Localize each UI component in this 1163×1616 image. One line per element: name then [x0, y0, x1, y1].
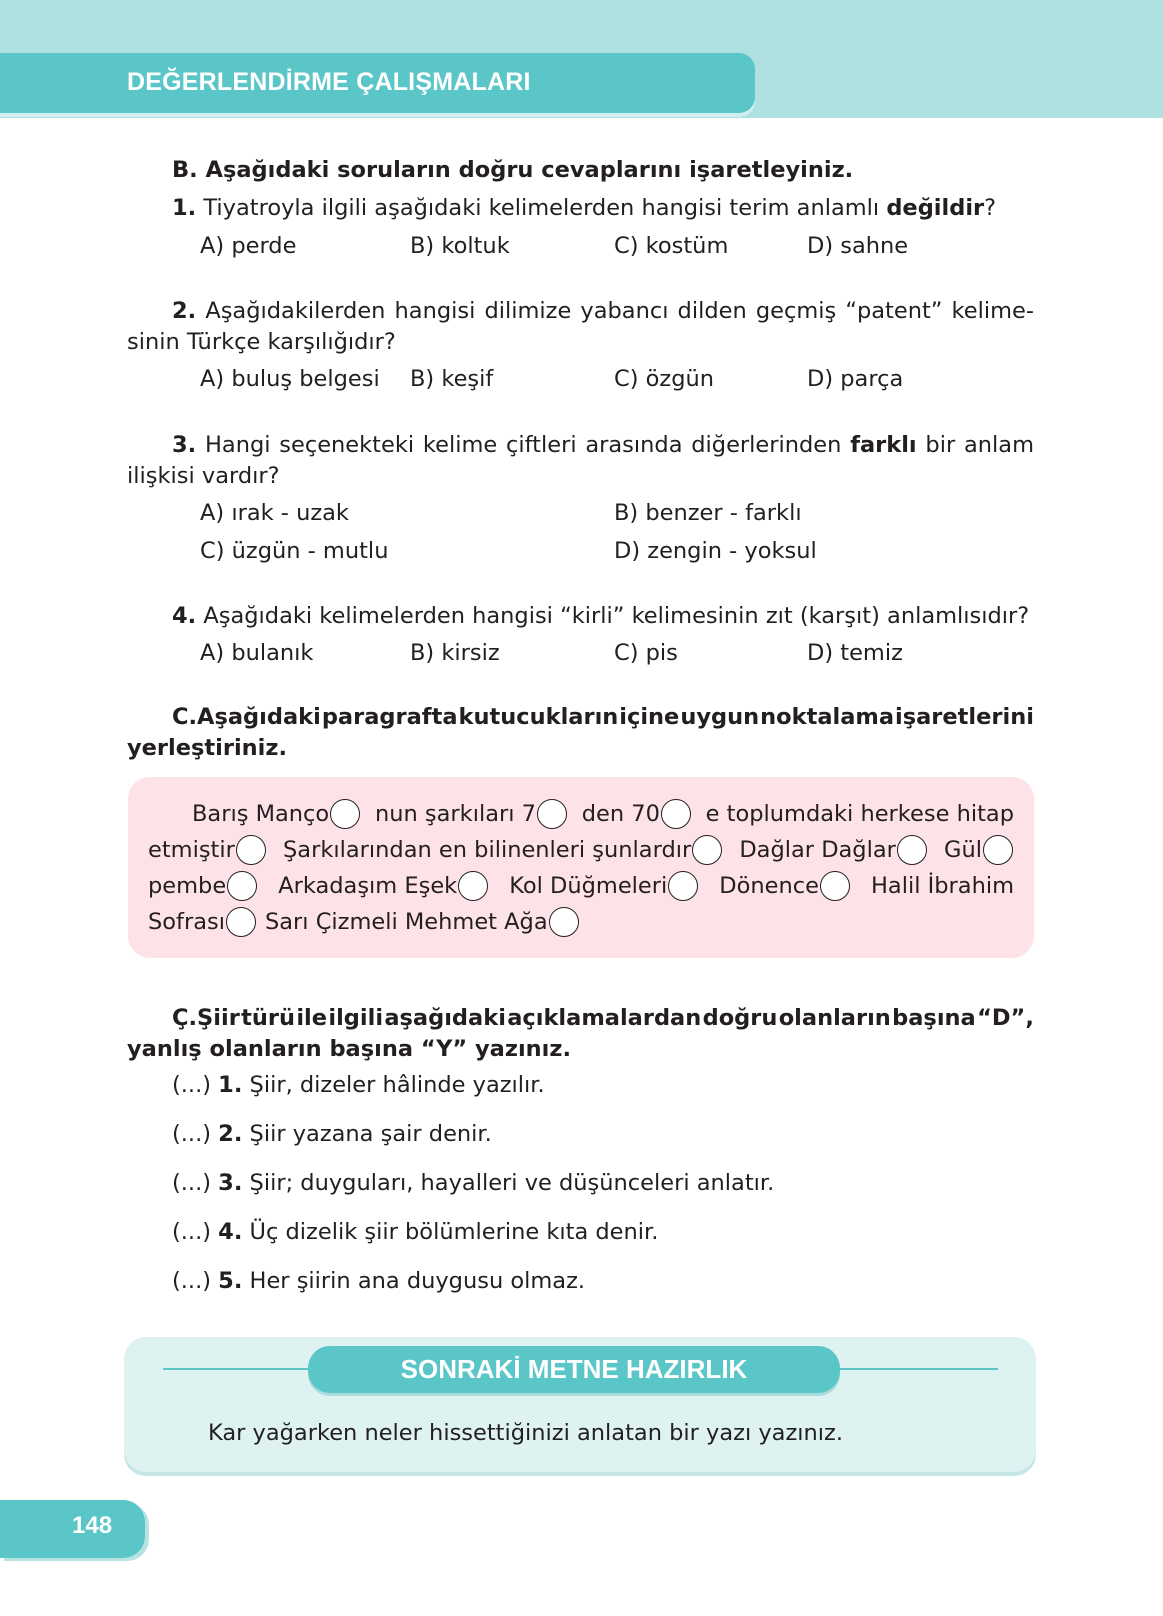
heading-word: içine — [619, 704, 680, 730]
paragraph-segment — [719, 869, 851, 903]
answer-blank[interactable]: (...) — [172, 1121, 212, 1147]
true-false-item — [172, 1217, 658, 1247]
heading-word: ilgili — [328, 1005, 384, 1031]
punctuation-blank[interactable] — [330, 799, 360, 829]
heading-word: açıklamalardan — [507, 1005, 702, 1031]
section-cc-heading-line2: yanlış olanların başına “Y” yazınız. — [127, 1036, 572, 1062]
question-3-line1 — [172, 430, 1034, 460]
punctuation-blank[interactable] — [236, 835, 266, 865]
divider-right — [840, 1368, 998, 1370]
heading-word: işaretlerini — [895, 704, 1034, 730]
paragraph-segment — [283, 833, 723, 867]
question-1 — [172, 193, 996, 223]
punctuation-blank[interactable] — [897, 835, 927, 865]
heading-word: türü — [241, 1005, 296, 1031]
punctuation-blank[interactable] — [692, 835, 722, 865]
punctuation-blank[interactable] — [820, 871, 850, 901]
q1-option-a[interactable]: A) perde — [200, 233, 297, 259]
answer-blank[interactable]: (...) — [172, 1219, 212, 1245]
q3-option-d[interactable]: D) zengin - yoksul — [614, 538, 817, 564]
paragraph-segment — [148, 905, 257, 939]
answer-blank[interactable]: (...) — [172, 1268, 212, 1294]
paragraph-segment — [706, 797, 1014, 831]
heading-word: Ç.Şiir — [172, 1005, 240, 1031]
true-false-item — [172, 1266, 585, 1296]
section-cc-heading-line1 — [172, 1003, 1034, 1033]
punctuation-blank[interactable] — [537, 799, 567, 829]
q4-option-a[interactable]: A) bulanık — [200, 640, 314, 666]
q1-option-b[interactable]: B) koltuk — [410, 233, 510, 259]
paragraph-segment — [278, 869, 489, 903]
punctuation-blank[interactable] — [458, 871, 488, 901]
paragraph-line-4 — [148, 905, 1014, 939]
question-3-number: 3. — [172, 432, 197, 458]
paragraph-text: Şarkılarından en bilinenleri şunlardır — [283, 837, 692, 863]
heading-word: ile — [296, 1005, 328, 1031]
q3-option-a[interactable]: A) ırak - uzak — [200, 500, 349, 526]
heading-word: paragrafta — [321, 704, 458, 730]
q4-option-c[interactable]: C) pis — [614, 640, 678, 666]
q3-option-b[interactable]: B) benzer - farklı — [614, 500, 802, 526]
q4-option-d[interactable]: D) temiz — [807, 640, 903, 666]
paragraph-line-3 — [148, 869, 1014, 903]
answer-blank[interactable]: (...) — [172, 1170, 212, 1196]
true-false-item — [172, 1168, 774, 1198]
section-b-heading: B. Aşağıdaki soruların doğru cevaplarını işaretleyiniz. — [172, 157, 854, 183]
question-1-text: Tiyatroyla ilgili aşağıdaki kelimelerden hangisi terim anlamlı — [203, 195, 887, 221]
paragraph-text: Halil İbrahim — [871, 873, 1014, 899]
q4-option-b[interactable]: B) kirsiz — [410, 640, 500, 666]
item-text: Her şiirin ana duygusu olmaz. — [249, 1268, 586, 1294]
punctuation-blank[interactable] — [983, 835, 1013, 865]
punctuation-blank[interactable] — [668, 871, 698, 901]
heading-word: C.Aşağıdaki — [172, 704, 321, 730]
paragraph-text: Sofrası — [148, 909, 225, 935]
paragraph-segment — [509, 869, 699, 903]
q2-option-c[interactable]: C) özgün — [614, 366, 715, 392]
heading-word: doğru — [702, 1005, 778, 1031]
true-false-item — [172, 1070, 545, 1100]
paragraph-line-2 — [148, 833, 1014, 867]
paragraph-text: Dağlar Dağlar — [739, 837, 896, 863]
paragraph-segment — [582, 797, 692, 831]
punctuation-blank[interactable] — [549, 907, 579, 937]
item-number: 3. — [218, 1170, 243, 1196]
divider-left — [163, 1368, 308, 1370]
next-text-prompt: Kar yağarken neler hissettiğinizi anlatan bir yazı yazınız. — [208, 1420, 844, 1446]
punctuation-blank[interactable] — [227, 871, 257, 901]
paragraph-text: nun şarkıları 7 — [374, 801, 536, 827]
q1-option-d[interactable]: D) sahne — [807, 233, 909, 259]
q1-option-c[interactable]: C) kostüm — [614, 233, 729, 259]
item-text: Şiir; duyguları, hayalleri ve düşünceleri anlatır. — [249, 1170, 775, 1196]
item-number: 2. — [218, 1121, 243, 1147]
paragraph-text: pembe — [148, 873, 227, 899]
question-3-text: Hangi seçenekteki kelime çiftleri arasında diğerlerinden — [204, 432, 851, 458]
q2-option-d[interactable]: D) parça — [807, 366, 904, 392]
answer-blank[interactable]: (...) — [172, 1072, 212, 1098]
section-c-heading-line1 — [172, 702, 1034, 732]
next-text-title: SONRAKİ METNE HAZIRLIK — [400, 1354, 748, 1384]
paragraph-text: Arkadaşım Eşek — [278, 873, 458, 899]
question-1-number: 1. — [172, 195, 197, 221]
paragraph-text: Dönence — [719, 873, 819, 899]
item-number: 4. — [218, 1219, 243, 1245]
heading-word: olanların — [778, 1005, 891, 1031]
paragraph-line-1 — [192, 797, 1014, 831]
paragraph-text: Sarı Çizmeli Mehmet Ağa — [264, 909, 548, 935]
item-number: 1. — [218, 1072, 243, 1098]
question-1-emphasis: değildir — [886, 195, 985, 221]
paragraph-segment — [192, 797, 361, 831]
page-number: 148 — [72, 1512, 113, 1539]
paragraph-text: Kol Düğmeleri — [509, 873, 668, 899]
paragraph-segment — [871, 869, 1014, 903]
heading-word: kutucukların — [458, 704, 619, 730]
paragraph-text: etmiştir — [148, 837, 235, 863]
paragraph-segment — [148, 869, 258, 903]
question-4-text: Aşağıdaki kelimelerden hangisi “kirli” kelimesinin zıt (karşıt) anlamlısıdır? — [203, 603, 1030, 629]
punctuation-blank[interactable] — [226, 907, 256, 937]
paragraph-segment — [375, 797, 568, 831]
question-2-line1 — [172, 296, 1034, 326]
true-false-item — [172, 1119, 492, 1149]
paragraph-segment — [944, 833, 1014, 867]
question-3-text-end: bir anlam — [916, 432, 1034, 458]
item-number: 5. — [218, 1268, 243, 1294]
question-4-number: 4. — [172, 603, 197, 629]
question-4 — [172, 601, 1029, 631]
heading-word: aşağıdaki — [384, 1005, 506, 1031]
q2-option-b[interactable]: B) keşif — [410, 366, 494, 392]
item-text: Şiir, dizeler hâlinde yazılır. — [249, 1072, 545, 1098]
question-2-text: Aşağıdakilerden hangisi dilimize yabancı dilden geçmiş “patent” kelime- — [205, 298, 1034, 324]
paragraph-segment — [739, 833, 928, 867]
paragraph-text: Gül — [944, 837, 982, 863]
page-title: DEĞERLENDİRME ÇALIŞMALARI — [127, 68, 531, 96]
question-3-emphasis: farklı — [850, 432, 917, 458]
item-text: Üç dizelik şiir bölümlerine kıta denir. — [249, 1219, 659, 1245]
question-1-mark: ? — [984, 195, 997, 221]
paragraph-segment — [148, 833, 267, 867]
item-text: Şiir yazana şair denir. — [249, 1121, 492, 1147]
q3-option-c[interactable]: C) üzgün - mutlu — [200, 538, 389, 564]
question-2-number: 2. — [172, 298, 197, 324]
heading-word: noktalama — [760, 704, 895, 730]
heading-word: başına — [892, 1005, 976, 1031]
paragraph-segment — [265, 905, 580, 939]
heading-word: uygun — [680, 704, 760, 730]
question-3-line2: ilişkisi vardır? — [127, 463, 280, 489]
heading-word: “D”, — [977, 1005, 1034, 1031]
paragraph-text: e toplumdaki herkese hitap — [705, 801, 1014, 827]
section-c-heading-line2: yerleştiriniz. — [127, 735, 288, 761]
punctuation-blank[interactable] — [661, 799, 691, 829]
paragraph-text: Barış Manço — [192, 801, 330, 827]
q2-option-a[interactable]: A) buluş belgesi — [200, 366, 380, 392]
paragraph-text: den 70 — [581, 801, 660, 827]
question-2-line2: sinin Türkçe karşılığıdır? — [127, 329, 396, 355]
